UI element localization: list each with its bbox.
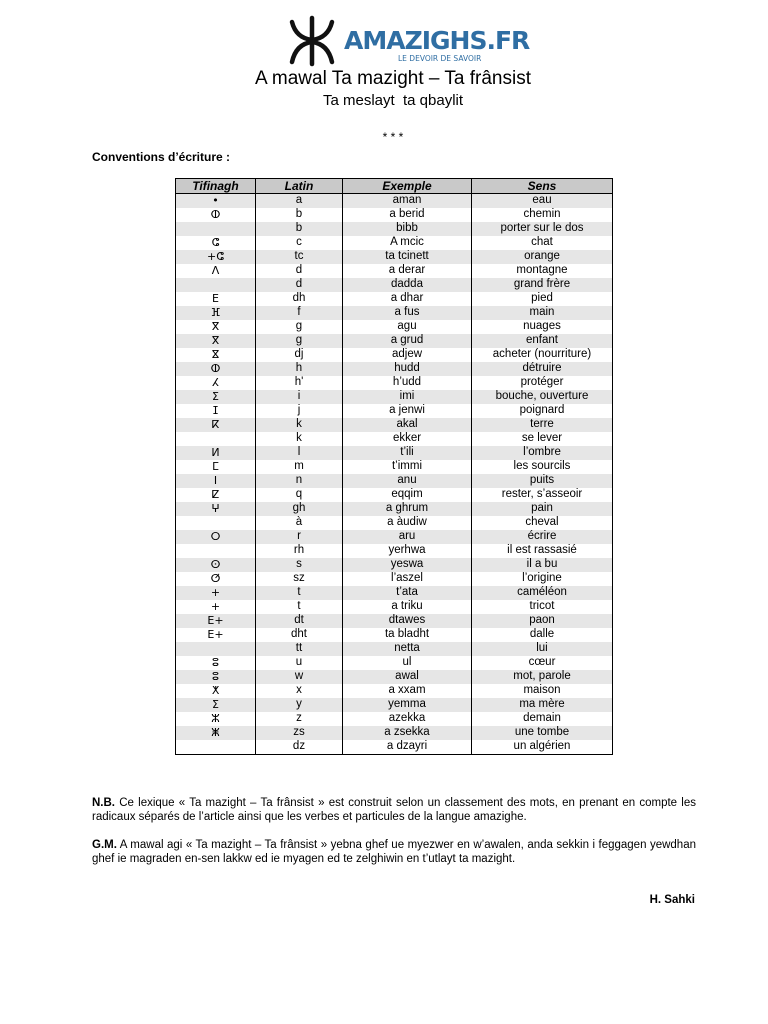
- exemple-cell: akal: [343, 418, 472, 432]
- sens-cell: nuages: [472, 320, 613, 334]
- exemple-cell: a ghrum: [343, 502, 472, 516]
- table-row: [176, 516, 613, 530]
- tifinagh-cell: [176, 740, 256, 755]
- latin-cell: à: [256, 516, 343, 530]
- exemple-cell: yerhwa: [343, 544, 472, 558]
- sens-cell: pain: [472, 502, 613, 516]
- table-row: [176, 586, 613, 600]
- sens-cell: demain: [472, 712, 613, 726]
- sens-cell: écrire: [472, 530, 613, 544]
- tifinagh-cell: ⴹ+: [176, 614, 256, 628]
- separator-stars: * * *: [382, 130, 404, 144]
- exemple-cell: awal: [343, 670, 472, 684]
- note-nb-label: N.B.: [92, 797, 115, 809]
- tifinagh-cell: ⵓ: [176, 656, 256, 670]
- latin-cell: f: [256, 306, 343, 320]
- exemple-cell: agu: [343, 320, 472, 334]
- exemple-cell: yemma: [343, 698, 472, 712]
- exemple-cell: adjew: [343, 348, 472, 362]
- sens-cell: les sourcils: [472, 460, 613, 474]
- table-row: [176, 656, 613, 670]
- latin-cell: z: [256, 712, 343, 726]
- latin-cell: d: [256, 278, 343, 292]
- sens-cell: pied: [472, 292, 613, 306]
- table-row: [176, 446, 613, 460]
- tifinagh-cell: ⵅ: [176, 684, 256, 698]
- sens-cell: paon: [472, 614, 613, 628]
- table-row: [176, 348, 613, 362]
- tifinagh-cell: [176, 642, 256, 656]
- table-body: [176, 194, 613, 755]
- exemple-cell: h’udd: [343, 376, 472, 390]
- latin-cell: l: [256, 446, 343, 460]
- latin-cell: gh: [256, 502, 343, 516]
- column-header-tifinagh: Tifinagh: [176, 179, 256, 194]
- exemple-cell: a grud: [343, 334, 472, 348]
- tifinagh-cell: ⴹ+: [176, 628, 256, 642]
- latin-cell: h: [256, 362, 343, 376]
- sens-cell: il est rassasié: [472, 544, 613, 558]
- latin-cell: zs: [256, 726, 343, 740]
- tifinagh-cell: ⵚ: [176, 572, 256, 586]
- table-row: [176, 404, 613, 418]
- exemple-cell: a zsekka: [343, 726, 472, 740]
- latin-cell: u: [256, 656, 343, 670]
- latin-cell: a: [256, 194, 343, 209]
- tifinagh-cell: ⵙ: [176, 558, 256, 572]
- latin-cell: q: [256, 488, 343, 502]
- latin-cell: s: [256, 558, 343, 572]
- table-row: [176, 320, 613, 334]
- sens-cell: grand frère: [472, 278, 613, 292]
- tifinagh-cell: ⴽ: [176, 418, 256, 432]
- sens-cell: il a bu: [472, 558, 613, 572]
- exemple-cell: hudd: [343, 362, 472, 376]
- note-gm-label: G.M.: [92, 839, 117, 851]
- table-row: [176, 684, 613, 698]
- latin-cell: tc: [256, 250, 343, 264]
- exemple-cell: ekker: [343, 432, 472, 446]
- latin-cell: t: [256, 600, 343, 614]
- exemple-cell: a jenwi: [343, 404, 472, 418]
- table-row: [176, 600, 613, 614]
- exemple-cell: A mcic: [343, 236, 472, 250]
- table-row: [176, 278, 613, 292]
- exemple-cell: ta bladht: [343, 628, 472, 642]
- tifinagh-cell: [176, 222, 256, 236]
- table-row: [176, 306, 613, 320]
- tifinagh-cell: ⴷ: [176, 264, 256, 278]
- exemple-cell: netta: [343, 642, 472, 656]
- tifinagh-cell: ⴹ: [176, 292, 256, 306]
- sens-cell: une tombe: [472, 726, 613, 740]
- latin-cell: sz: [256, 572, 343, 586]
- tifinagh-cell: ⵓ: [176, 670, 256, 684]
- tifinagh-cell: ⵣ: [176, 712, 256, 726]
- latin-cell: x: [256, 684, 343, 698]
- tifinagh-cell: ⴼ: [176, 306, 256, 320]
- exemple-cell: t’ata: [343, 586, 472, 600]
- latin-cell: y: [256, 698, 343, 712]
- exemple-cell: anu: [343, 474, 472, 488]
- tifinagh-cell: ⴳ: [176, 334, 256, 348]
- sens-cell: tricot: [472, 600, 613, 614]
- section-label: Conventions d’écriture :: [92, 150, 231, 164]
- note-gm: [92, 838, 696, 866]
- lexicon-table: [175, 178, 613, 755]
- sens-cell: détruire: [472, 362, 613, 376]
- latin-cell: k: [256, 418, 343, 432]
- tifinagh-cell: ⵉ: [176, 698, 256, 712]
- tifinagh-cell: ⵛ: [176, 236, 256, 250]
- table-row: [176, 418, 613, 432]
- latin-cell: n: [256, 474, 343, 488]
- sens-cell: maison: [472, 684, 613, 698]
- latin-cell: t: [256, 586, 343, 600]
- exemple-cell: azekka: [343, 712, 472, 726]
- exemple-cell: l’aszel: [343, 572, 472, 586]
- exemple-cell: a àudiw: [343, 516, 472, 530]
- table-row: [176, 208, 613, 222]
- table-row: [176, 488, 613, 502]
- sens-cell: caméléon: [472, 586, 613, 600]
- sens-cell: puits: [472, 474, 613, 488]
- latin-cell: dj: [256, 348, 343, 362]
- table-row: [176, 390, 613, 404]
- table-row: [176, 474, 613, 488]
- table-row: [176, 334, 613, 348]
- sens-cell: cheval: [472, 516, 613, 530]
- tifinagh-cell: ⵉ: [176, 390, 256, 404]
- latin-cell: dht: [256, 628, 343, 642]
- tifinagh-cell: ⵇ: [176, 488, 256, 502]
- note-nb: [92, 796, 696, 824]
- tifinagh-cell: +: [176, 586, 256, 600]
- sens-cell: protéger: [472, 376, 613, 390]
- exemple-cell: a xxam: [343, 684, 472, 698]
- author-signature: H. Sahki: [649, 894, 695, 906]
- tifinagh-cell: [176, 432, 256, 446]
- exemple-cell: eqqim: [343, 488, 472, 502]
- table-row: [176, 712, 613, 726]
- table-row: [176, 376, 613, 390]
- sens-cell: l’origine: [472, 572, 613, 586]
- sens-cell: main: [472, 306, 613, 320]
- latin-cell: dh: [256, 292, 343, 306]
- latin-cell: h': [256, 376, 343, 390]
- sens-cell: l’ombre: [472, 446, 613, 460]
- table-row: [176, 222, 613, 236]
- sens-cell: bouche, ouverture: [472, 390, 613, 404]
- sens-cell: chemin: [472, 208, 613, 222]
- tifinagh-cell: [176, 278, 256, 292]
- table-row: [176, 194, 613, 209]
- latin-cell: tt: [256, 642, 343, 656]
- column-header-sens: Sens: [472, 179, 613, 194]
- page-title: A mawal Ta mazight – Ta frânsist: [255, 68, 531, 89]
- table-row: [176, 558, 613, 572]
- exemple-cell: t’immi: [343, 460, 472, 474]
- latin-cell: d: [256, 264, 343, 278]
- sens-cell: enfant: [472, 334, 613, 348]
- exemple-cell: a triku: [343, 600, 472, 614]
- latin-cell: c: [256, 236, 343, 250]
- exemple-cell: aman: [343, 194, 472, 209]
- latin-cell: i: [256, 390, 343, 404]
- sens-cell: montagne: [472, 264, 613, 278]
- note-nb-text: Ce lexique « Ta mazight – Ta frânsist » est construit selon un classement des mots, en prenant en compte les radicaux séparés de l’article ainsi que les verbes et particules de la langue amazighe.: [92, 797, 696, 823]
- exemple-cell: ul: [343, 656, 472, 670]
- yaz-icon: [286, 14, 346, 68]
- exemple-cell: a berid: [343, 208, 472, 222]
- table-row: [176, 530, 613, 544]
- exemple-cell: yeswa: [343, 558, 472, 572]
- exemple-cell: a fus: [343, 306, 472, 320]
- latin-cell: r: [256, 530, 343, 544]
- table-row: [176, 740, 613, 755]
- exemple-cell: aru: [343, 530, 472, 544]
- latin-cell: rh: [256, 544, 343, 558]
- tifinagh-cell: ⵎ: [176, 460, 256, 474]
- tifinagh-cell: ⵊ: [176, 404, 256, 418]
- tifinagh-cell: ⵀ: [176, 208, 256, 222]
- sens-cell: rester, s’asseoir: [472, 488, 613, 502]
- table-row: [176, 264, 613, 278]
- table-row: [176, 642, 613, 656]
- page-subtitle: Ta meslayt ta qbaylit: [322, 92, 464, 109]
- table-row: [176, 460, 613, 474]
- tifinagh-cell: +ⵛ: [176, 250, 256, 264]
- table-row: [176, 236, 613, 250]
- latin-cell: w: [256, 670, 343, 684]
- sens-cell: un algérien: [472, 740, 613, 755]
- sens-cell: poignard: [472, 404, 613, 418]
- logo-tagline: LE DEVOIR DE SAVOIR: [398, 54, 482, 63]
- table-row: [176, 614, 613, 628]
- table-row: [176, 572, 613, 586]
- tifinagh-cell: ⴳ: [176, 320, 256, 334]
- table-header-row: [176, 179, 613, 194]
- tifinagh-cell: ⵀ: [176, 362, 256, 376]
- latin-cell: b: [256, 208, 343, 222]
- tifinagh-cell: ⵍ: [176, 446, 256, 460]
- sens-cell: porter sur le dos: [472, 222, 613, 236]
- sens-cell: cœur: [472, 656, 613, 670]
- sens-cell: ma mère: [472, 698, 613, 712]
- table-row: [176, 292, 613, 306]
- table-row: [176, 250, 613, 264]
- tifinagh-cell: [176, 544, 256, 558]
- sens-cell: acheter (nourriture): [472, 348, 613, 362]
- exemple-cell: a dhar: [343, 292, 472, 306]
- site-logo: [286, 14, 530, 68]
- table-row: [176, 544, 613, 558]
- column-header-latin: Latin: [256, 179, 343, 194]
- sens-cell: dalle: [472, 628, 613, 642]
- tifinagh-cell: ⵔ: [176, 530, 256, 544]
- exemple-cell: a dzayri: [343, 740, 472, 755]
- exemple-cell: t’ili: [343, 446, 472, 460]
- exemple-cell: dtawes: [343, 614, 472, 628]
- table-row: [176, 628, 613, 642]
- latin-cell: dt: [256, 614, 343, 628]
- tifinagh-cell: •: [176, 194, 256, 209]
- table-row: [176, 362, 613, 376]
- latin-cell: dz: [256, 740, 343, 755]
- latin-cell: g: [256, 320, 343, 334]
- latin-cell: g: [256, 334, 343, 348]
- column-header-exemple: Exemple: [343, 179, 472, 194]
- table-row: [176, 726, 613, 740]
- sens-cell: mot, parole: [472, 670, 613, 684]
- table-row: [176, 502, 613, 516]
- exemple-cell: imi: [343, 390, 472, 404]
- latin-cell: b: [256, 222, 343, 236]
- table-row: [176, 698, 613, 712]
- exemple-cell: ta tcinett: [343, 250, 472, 264]
- tifinagh-cell: ⵃ: [176, 376, 256, 390]
- tifinagh-cell: ⴵ: [176, 348, 256, 362]
- logo-brand: AMAZIGHS.FR: [344, 26, 530, 55]
- sens-cell: lui: [472, 642, 613, 656]
- table-row: [176, 670, 613, 684]
- latin-cell: j: [256, 404, 343, 418]
- exemple-cell: a derar: [343, 264, 472, 278]
- exemple-cell: dadda: [343, 278, 472, 292]
- sens-cell: terre: [472, 418, 613, 432]
- tifinagh-cell: ⵥ: [176, 726, 256, 740]
- sens-cell: chat: [472, 236, 613, 250]
- table-row: [176, 432, 613, 446]
- sens-cell: orange: [472, 250, 613, 264]
- tifinagh-cell: [176, 516, 256, 530]
- tifinagh-cell: ⵖ: [176, 502, 256, 516]
- note-gm-text: A mawal agi « Ta mazight – Ta frânsist » yebna ghef ue myezwer en w’awalen, anda sekkin i feggagen yewdhan ghef ie magraden en-sen lakkw ed ie myagen ed te zelghiwin en t’utlayt ta mazight.: [92, 839, 696, 865]
- sens-cell: eau: [472, 194, 613, 209]
- latin-cell: k: [256, 432, 343, 446]
- latin-cell: m: [256, 460, 343, 474]
- tifinagh-cell: +: [176, 600, 256, 614]
- tifinagh-cell: ⵏ: [176, 474, 256, 488]
- exemple-cell: bibb: [343, 222, 472, 236]
- sens-cell: se lever: [472, 432, 613, 446]
